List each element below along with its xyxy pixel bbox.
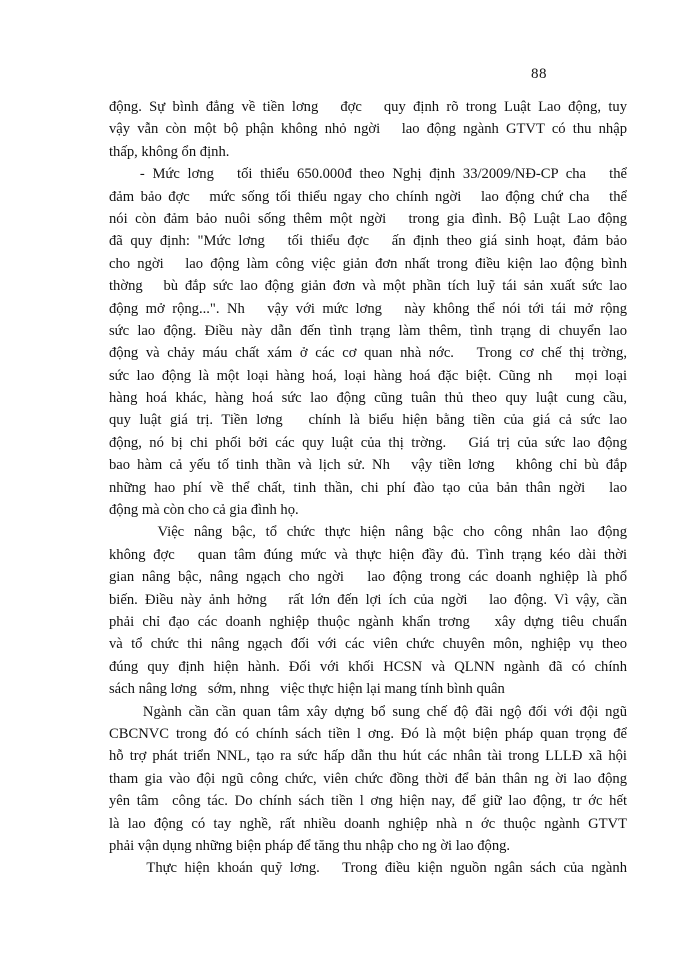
text-line: vậy vẫn còn một bộ phận không nhỏ ngời lao động ngành GTVT có thu nhập bbox=[109, 121, 627, 138]
text-line: - Mức lơng tối thiểu 650.000đ theo Nghị định 33/2009/NĐ-CP cha thể bbox=[109, 166, 627, 183]
text-line: sức lao động. Điều này dẫn đến tình trạng làm thêm, tình trạng di chuyển lao bbox=[109, 322, 627, 339]
text-line: sách nâng lơng sớm, nhng việc thực hiện lại mang tính bình quân bbox=[109, 681, 505, 698]
text-line: phải chỉ đạo các doanh nghiệp thuộc ngành khẩn trơng xây dựng tiêu chuẩn bbox=[109, 613, 627, 630]
text-line: sức lao động là một loại hàng hoá, loại hàng hoá đặc biệt. Cũng nh mọi loại bbox=[109, 367, 627, 384]
text-line: hàng hoá khác, hàng hoá sức lao động cũng tuân thủ theo quy luật cung cầu, bbox=[109, 390, 627, 407]
text-line: đúng quy định hiện hành. Đối với khối HCSN và QLNN ngành đã có chính bbox=[109, 658, 627, 675]
text-line: đã quy định: "Mức lơng tối thiểu đợc ấn định theo giá sinh hoạt, đảm bảo bbox=[109, 233, 627, 250]
text-line: biến. Điều này ảnh hởng rất lớn đến lợi ích của ngời lao động. Vì vậy, cần bbox=[109, 591, 627, 608]
text-line: bao hàm cả yếu tố tinh thần và lịch sử. Nh vậy tiền lơng không chỉ bù đắp bbox=[109, 457, 627, 474]
text-line: yên tâm công tác. Do chính sách tiền l ơng hiện nay, để giữ lao động, tr ớc hết bbox=[109, 793, 627, 810]
text-line: đảm bảo đợc mức sống tối thiểu ngay cho chính ngời lao động chứ cha thể bbox=[109, 188, 627, 205]
text-line: nói còn đảm bảo nuôi sống thêm một ngời trong gia đình. Bộ Luật Lao động bbox=[109, 210, 627, 227]
text-line: động mở rộng...". Nh vậy với mức lơng này không thể nói tới tái mở rộng bbox=[109, 300, 627, 317]
text-line: động. Sự bình đẳng về tiền lơng đợc quy định rõ trong Luật Lao động, tuy bbox=[109, 99, 627, 115]
text-line: phải vận dụng những biện pháp để tăng thu nhập cho ng ời lao động. bbox=[109, 837, 511, 854]
text-line: hỗ trợ phát triển NNL, tạo ra sức hấp dẫn thu hút các nhân tài trong LLLĐ xã hội bbox=[109, 748, 627, 765]
text-line: cho ngời lao động làm công việc giản đơn nhất trong điều kiện lao động bình bbox=[109, 255, 627, 272]
text-line: CBCNVC trong đó có chính sách tiền l ơng. Đó là một biện pháp quan trọng để bbox=[109, 725, 627, 742]
text-line: thờng bù đắp sức lao động giản đơn và một phần tích luỹ tái sản xuất sức lao bbox=[109, 278, 627, 295]
text-line: động và chảy máu chất xám ở các cơ quan nhà nớc. Trong cơ chế thị trờng, bbox=[109, 345, 627, 362]
text-line: tham gia vào đội ngũ công chức, viên chức đồng thời để bản thân ng ời lao động bbox=[109, 770, 627, 787]
text-line: Ngành cần cần quan tâm xây dựng bổ sung chế độ đãi ngộ đối với đội ngũ bbox=[109, 703, 627, 720]
text-line: thấp, không ổn định. bbox=[109, 143, 230, 160]
text-line: Việc nâng bậc, tổ chức thực hiện nâng bậc cho công nhân lao động bbox=[109, 524, 627, 541]
text-line: gian nâng bậc, nâng ngạch cho ngời lao động trong các doanh nghiệp là phổ bbox=[109, 569, 627, 586]
text-line: và tổ chức thi nâng ngạch đối với các viên chức chuyên môn, nghiệp vụ theo bbox=[109, 636, 627, 653]
body-text bbox=[109, 96, 627, 880]
text-line: Thực hiện khoán quỹ lơng. Trong điều kiện nguồn ngân sách của ngành bbox=[109, 860, 627, 877]
text-line: những hao phí về thể chất, tinh thần, chi phí đào tạo của bản thân ngời lao bbox=[109, 479, 627, 496]
text-line: động, nó bị chi phối bởi các quy luật của thị trờng. Giá trị của sức lao động bbox=[109, 434, 627, 451]
page-number: 88 bbox=[531, 66, 547, 82]
text-line: là lao động có tay nghề, rất nhiều doanh nghiệp nhà n ớc thuộc ngành GTVT bbox=[109, 815, 627, 832]
text-line: quy luật giá trị. Tiền lơng chính là biểu hiện bằng tiền của giá cả sức lao bbox=[109, 412, 627, 429]
text-line: động mà còn cho cả gia đình họ. bbox=[109, 502, 299, 519]
text-line: không đợc quan tâm đúng mức và thực hiện đầy đủ. Tình trạng kéo dài thời bbox=[109, 546, 627, 563]
